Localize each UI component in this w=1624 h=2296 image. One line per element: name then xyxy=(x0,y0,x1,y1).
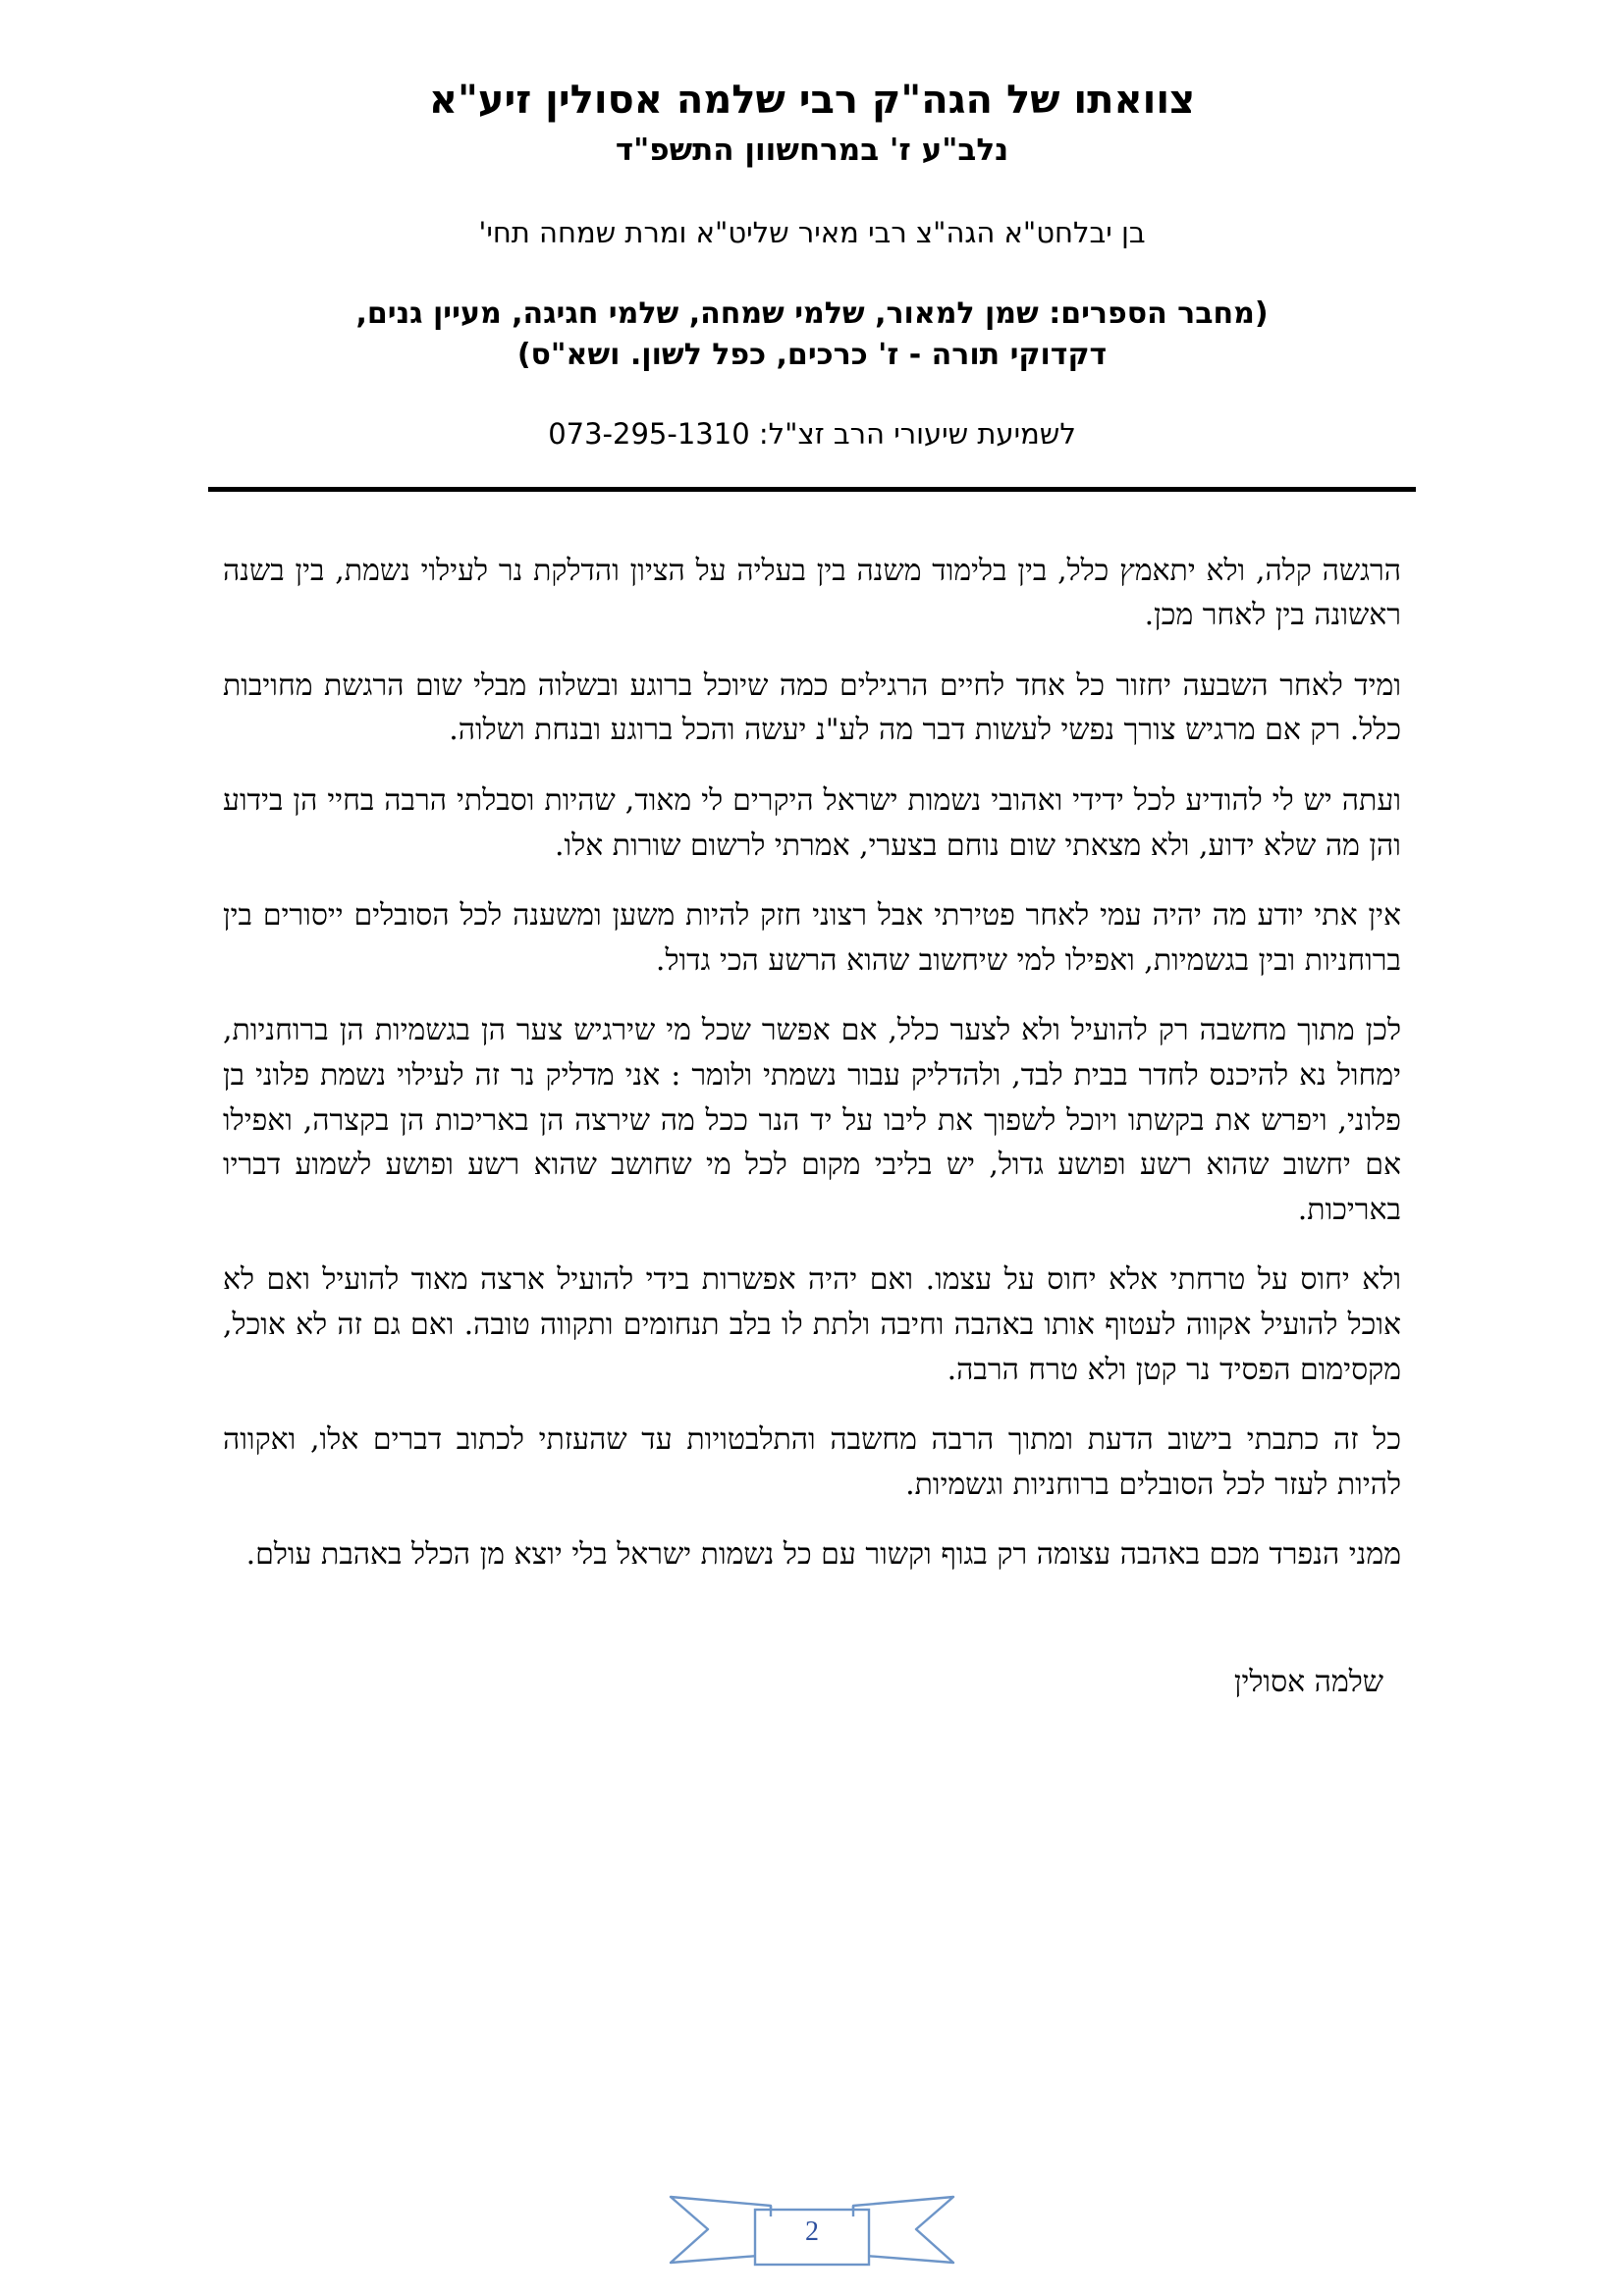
body-paragraph: ולא יחוס על טרחתי אלא יחוס על עצמו. ואם יהיה אפשרות בידי להועיל ארצה מאוד להועיל ואם לא אוכל להועיל אקווה לעטוף אותו באהבה וחיבה ולתת לו בלב תנחומים ותקווה טובה. ואם גם זה לא אוכל, מקסימום הפסיד נר קטן ולא טרח הרבה. xyxy=(223,1262,1401,1387)
page-number: 2 xyxy=(805,2216,819,2247)
authored-books-line-2: דקדוקי תורה - ז' כרכים, כפל לשון. ושא"ס) xyxy=(516,338,1108,373)
page-footer xyxy=(0,2184,1624,2272)
parentage-line: בן יבלחט"א הגה"צ רבי מאיר שליט"א ומרת שמחה תחי' xyxy=(478,216,1146,250)
body-paragraph: אין אתי יודע מה יהיה עמי לאחר פטירתי אבל רצוני חזק להיות משען ומשענה לכל הסובלים ייסורים בין ברוחניות ובין בגשמיות, ואפילו למי שיחשוב שהוא הרשע הכי גדול. xyxy=(223,898,1401,978)
page-title: צוואתו של הגה"ק רבי שלמה אסולין זיע"א xyxy=(428,78,1196,123)
authored-books-line xyxy=(272,294,1352,377)
body-paragraph: הרגשה קלה, ולא יתאמץ כלל, בין בלימוד משנה בין בעליה על הציון והדלקת נר לעילוי נשמת, בין בשנה ראשונה בין לאחר מכן. xyxy=(223,553,1401,633)
body-paragraph: לכן מתוך מחשבה רק להועיל ולא לצער כלל, אם אפשר שכל מי שירגיש צער הן בגשמיות הן ברוחניות, ימחול נא להיכנס לחדר בבית לבד, ולהדליק עבור נשמתי ולומר : אני מדליק נר זה לעילוי נשמת פלוני בן פלוני, ויפרש את בקשתו ויוכל לשפוך את ליבו על יד הנר ככל מה שירצה הן באריכות הן בקצרה, ואפילו אם יחשוב שהוא רשע ופושע גדול, יש בליבי מקום לכל מי שחושב שהוא רשע ופושע לשמוע דבריו באריכות. xyxy=(223,1013,1401,1227)
death-date-subtitle: נלב"ע ז' במרחשוון התשפ"ד xyxy=(615,132,1009,168)
body-paragraph: כל זה כתבתי בישוב הדעת ומתוך הרבה מחשבה והתלבטויות עד שהעזתי לכתוב דברים אלו, ואקווה להיות לעזר לכל הסובלים ברוחניות וגשמיות. xyxy=(223,1422,1401,1502)
body-paragraph: ממני הנפרד מכם באהבה עצומה רק בגוף וקשור עם כל נשמות ישראל בלי יוצא מן הכלל באהבת עולם. xyxy=(245,1537,1401,1573)
lectures-phone-line: לשמיעת שיעורי הרב זצ"ל: 073-295-1310 xyxy=(548,416,1076,451)
authored-books-line-1: (מחבר הספרים: שמן למאור, שלמי שמחה, שלמי חגיגה, מעיין גנים, xyxy=(355,295,1269,331)
page-number-ribbon xyxy=(665,2184,959,2272)
body-paragraph: ומיד לאחר השבעה יחזור כל אחד לחיים הרגילים כמה שיוכל ברוגע ובשלוה מבלי שום הרגשת מחויבות כלל. רק אם מרגיש צורך נפשי לעשות דבר מה לע"נ יעשה והכל ברוגע ובנחת ושלוה. xyxy=(223,667,1401,748)
signature: שלמה אסולין xyxy=(1233,1664,1383,1699)
document-header xyxy=(0,0,1624,454)
document-body xyxy=(223,492,1401,1703)
body-paragraph: ועתה יש לי להודיע לכל ידידי ואהובי נשמות ישראל היקרים לי מאוד, שהיות וסבלתי הרבה בחיי הן בידוע והן מה שלא ידוע, ולא מצאתי שום נוחם בצערי, אמרתי לרשום שורות אלו. xyxy=(223,783,1401,863)
